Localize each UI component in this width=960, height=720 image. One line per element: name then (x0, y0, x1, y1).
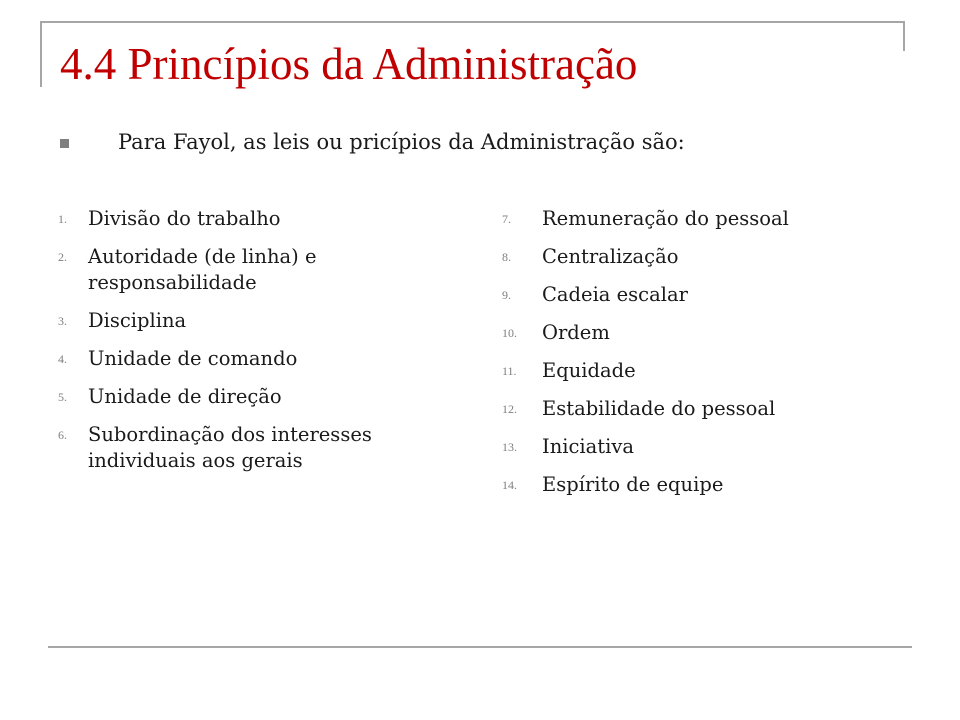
principles-list-left (58, 206, 438, 486)
item-text: Cadeia escalar (542, 283, 688, 306)
item-text: Centralização (542, 245, 679, 268)
item-text: Iniciativa (542, 435, 634, 458)
list-item (58, 244, 438, 296)
list-item (58, 422, 438, 474)
item-text: Estabilidade do pessoal (542, 397, 776, 420)
item-text: Disciplina (88, 309, 187, 332)
item-number: 4. (58, 352, 67, 366)
list-item (502, 206, 902, 232)
item-text: Subordinação dos interesses individuais aos gerais (88, 423, 372, 472)
principles-list-right (502, 206, 902, 510)
slide-title: 4.4 Princípios da Administração (60, 39, 638, 89)
item-text: Unidade de comando (88, 347, 298, 370)
item-text: Ordem (542, 321, 610, 344)
item-number: 12. (502, 402, 517, 416)
list-item (502, 396, 902, 422)
intro-text: Para Fayol, as leis ou pricípios da Administração são: (118, 130, 685, 154)
item-number: 9. (502, 288, 511, 302)
list-item (58, 206, 438, 232)
bottom-rule (48, 646, 912, 648)
list-item (502, 244, 902, 270)
item-text: Espírito de equipe (542, 473, 724, 496)
list-item (58, 384, 438, 410)
item-number: 7. (502, 212, 511, 226)
left-rule (40, 21, 42, 87)
list-item (502, 472, 902, 498)
right-rule (903, 21, 905, 51)
item-text: Unidade de direção (88, 385, 282, 408)
list-item (502, 320, 902, 346)
item-number: 6. (58, 428, 67, 442)
item-number: 13. (502, 440, 517, 454)
list-item (502, 358, 902, 384)
top-rule (40, 21, 905, 23)
item-text: Remuneração do pessoal (542, 207, 789, 230)
list-item (58, 346, 438, 372)
list-item (502, 282, 902, 308)
item-number: 10. (502, 326, 517, 340)
item-number: 1. (58, 212, 67, 226)
item-number: 3. (58, 314, 67, 328)
intro-bullet (60, 130, 685, 154)
square-bullet-icon (60, 139, 69, 148)
item-number: 5. (58, 390, 67, 404)
list-item (58, 308, 438, 334)
item-number: 11. (502, 364, 517, 378)
item-number: 14. (502, 478, 517, 492)
item-text: Equidade (542, 359, 636, 382)
item-text: Divisão do trabalho (88, 207, 281, 230)
list-item (502, 434, 902, 460)
item-number: 8. (502, 250, 511, 264)
item-text: Autoridade (de linha) e responsabilidade (88, 245, 317, 294)
item-number: 2. (58, 250, 67, 264)
